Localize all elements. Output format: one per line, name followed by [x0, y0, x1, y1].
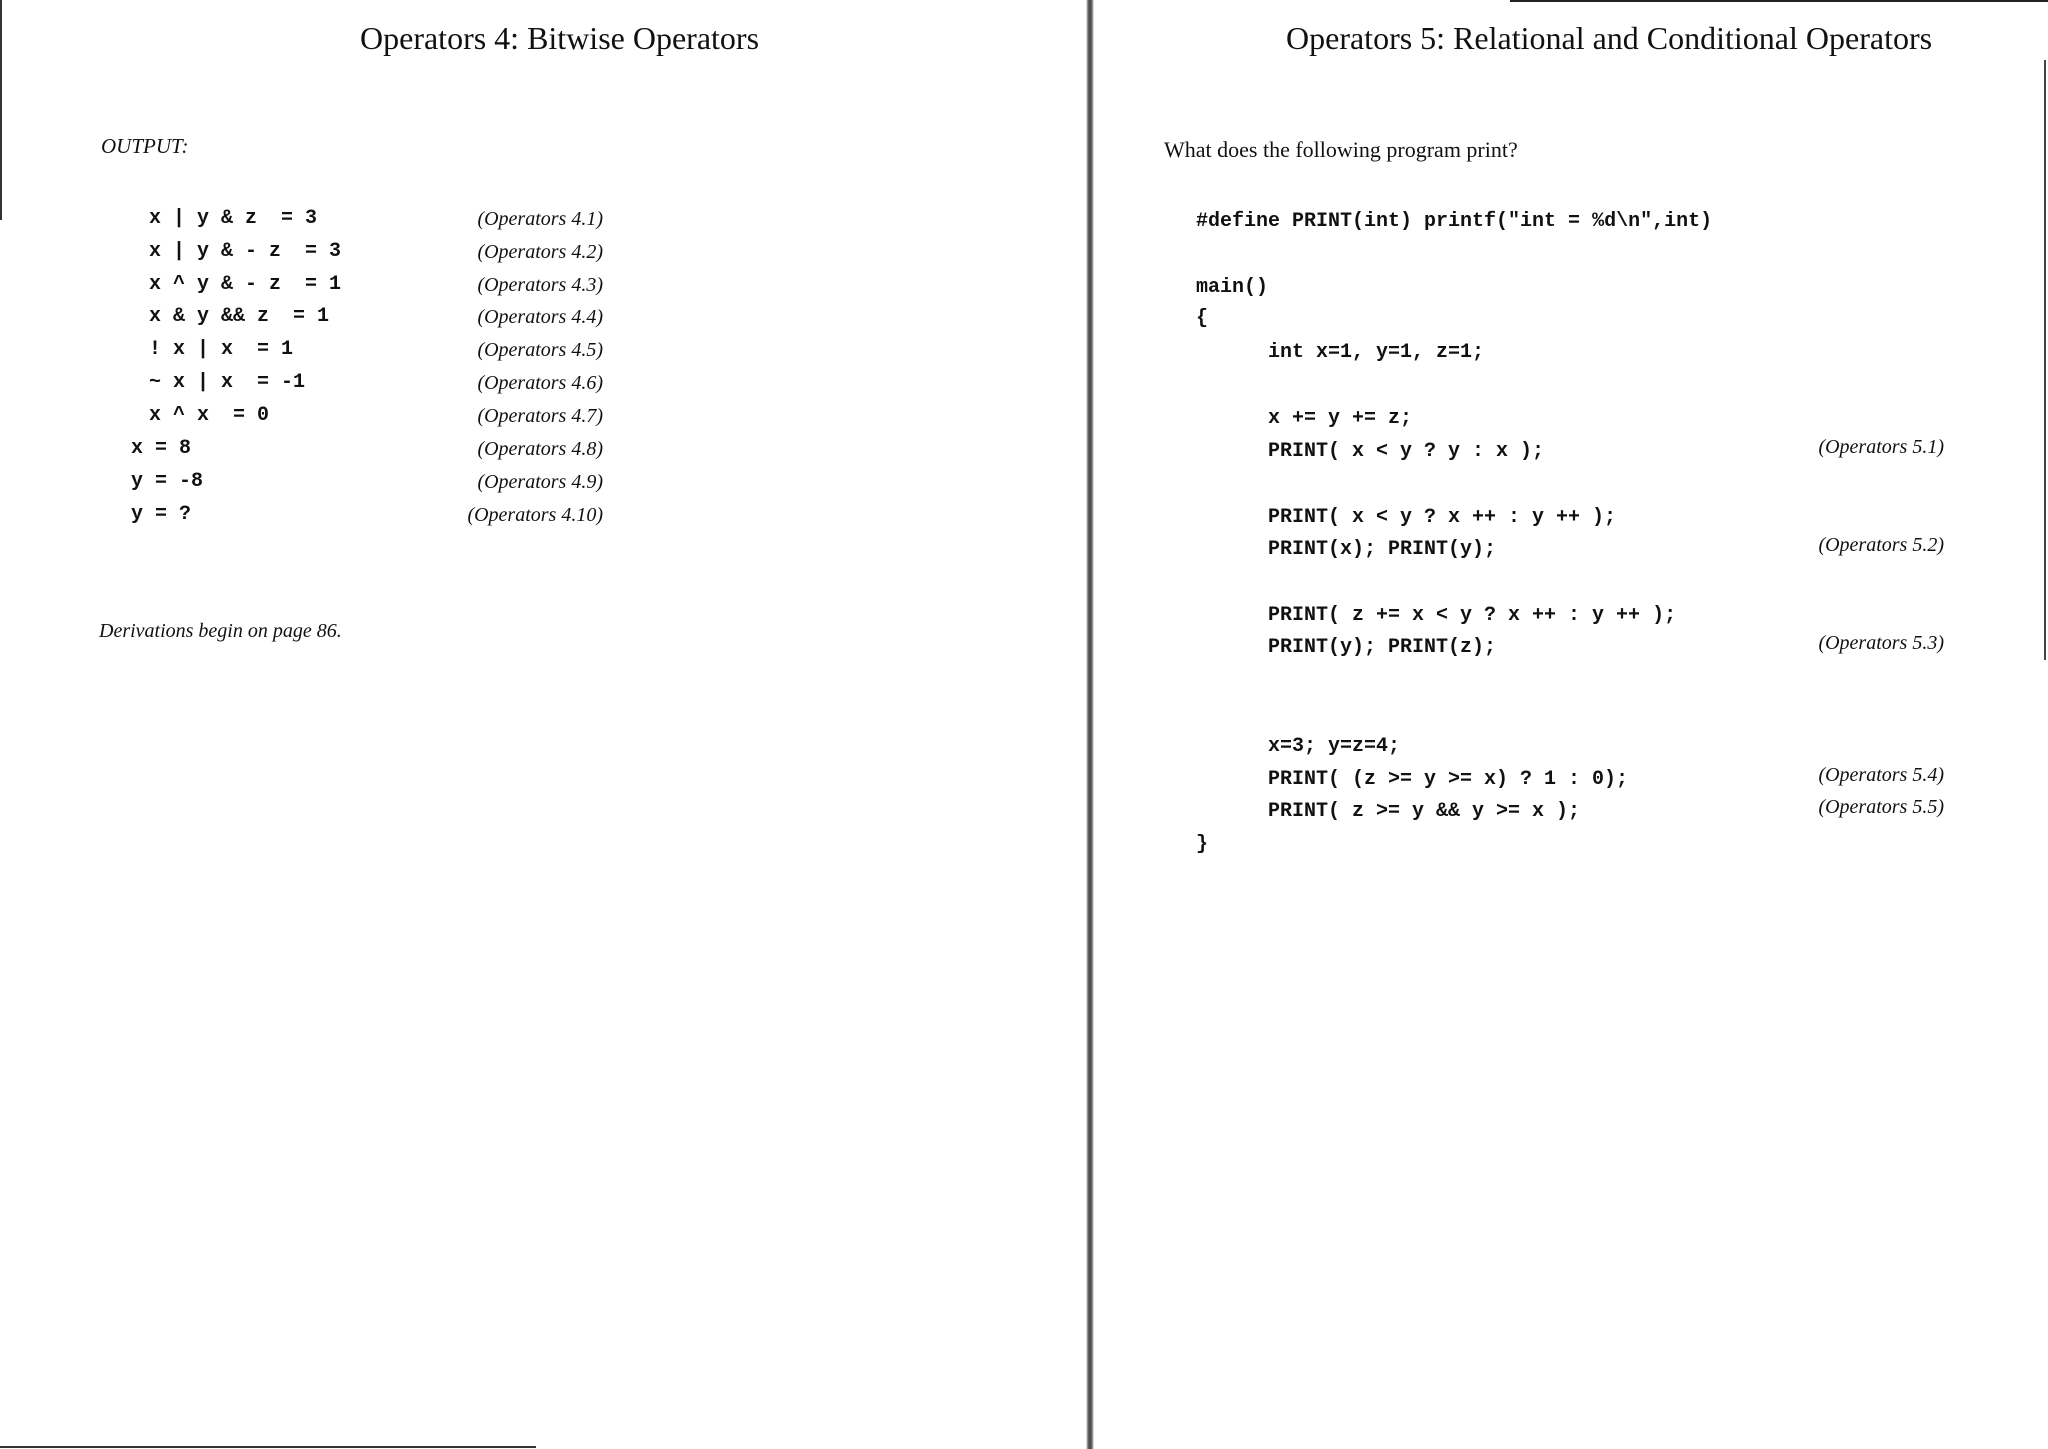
code-line: PRINT(x); PRINT(y);	[1268, 538, 1497, 561]
exercise-ref: (Operators 4.4)	[477, 306, 603, 328]
book-spine	[1086, 0, 1094, 1449]
code-line: PRINT( z >= y && y >= x );	[1268, 800, 1581, 823]
exercise-ref: (Operators 5.1)	[1818, 436, 1944, 458]
output-label: OUTPUT:	[101, 134, 189, 158]
page-title: Operators 5: Relational and Conditional Operators	[1286, 20, 1933, 56]
code-declaration: int x=1, y=1, z=1;	[1268, 341, 1485, 364]
output-expression: x ^ x = 0	[149, 404, 270, 427]
exercise-ref: (Operators 4.7)	[477, 405, 603, 427]
code-line: PRINT( x < y ? x ++ : y ++ );	[1268, 506, 1617, 529]
code-define: #define PRINT(int) printf("int = %d\n",int)	[1196, 210, 1713, 233]
exercise-ref: (Operators 4.2)	[477, 241, 603, 263]
output-expression: x | y & - z = 3	[149, 240, 342, 263]
exercise-ref: (Operators 5.5)	[1818, 796, 1944, 818]
exercise-ref: (Operators 4.5)	[477, 339, 603, 361]
code-line: PRINT( z += x < y ? x ++ : y ++ );	[1268, 604, 1677, 627]
exercise-ref: (Operators 4.8)	[477, 438, 603, 460]
derivations-note: Derivations begin on page 86.	[99, 620, 342, 642]
code-open-brace: {	[1196, 307, 1209, 330]
code-line: PRINT(y); PRINT(z);	[1268, 636, 1497, 659]
output-expression: x | y & z = 3	[149, 207, 318, 230]
code-line: PRINT( x < y ? y : x );	[1268, 440, 1545, 463]
right-page	[1100, 0, 2048, 1449]
output-expression: x = 8	[131, 437, 192, 460]
code-line: x=3; y=z=4;	[1268, 735, 1401, 758]
exercise-ref: (Operators 4.1)	[477, 208, 603, 230]
exercise-ref: (Operators 5.3)	[1818, 632, 1944, 654]
output-expression: ! x | x = 1	[149, 338, 294, 361]
exercise-ref: (Operators 5.2)	[1818, 534, 1944, 556]
code-close-brace: }	[1196, 833, 1209, 856]
code-line: PRINT( (z >= y >= x) ? 1 : 0);	[1268, 768, 1629, 791]
output-expression: x & y && z = 1	[149, 305, 330, 328]
exercise-ref: (Operators 5.4)	[1818, 764, 1944, 786]
output-expression: y = -8	[131, 470, 204, 493]
output-expression: x ^ y & - z = 1	[149, 273, 342, 296]
output-expression: ~ x | x = -1	[149, 371, 306, 394]
page-title: Operators 4: Bitwise Operators	[360, 20, 760, 56]
exercise-ref: (Operators 4.10)	[467, 504, 603, 526]
code-line: x += y += z;	[1268, 407, 1413, 430]
question-text: What does the following program print?	[1164, 137, 1518, 162]
exercise-ref: (Operators 4.6)	[477, 372, 603, 394]
exercise-ref: (Operators 4.3)	[477, 274, 603, 296]
output-expression: y = ?	[131, 503, 192, 526]
exercise-ref: (Operators 4.9)	[477, 471, 603, 493]
code-main: main()	[1196, 276, 1269, 299]
